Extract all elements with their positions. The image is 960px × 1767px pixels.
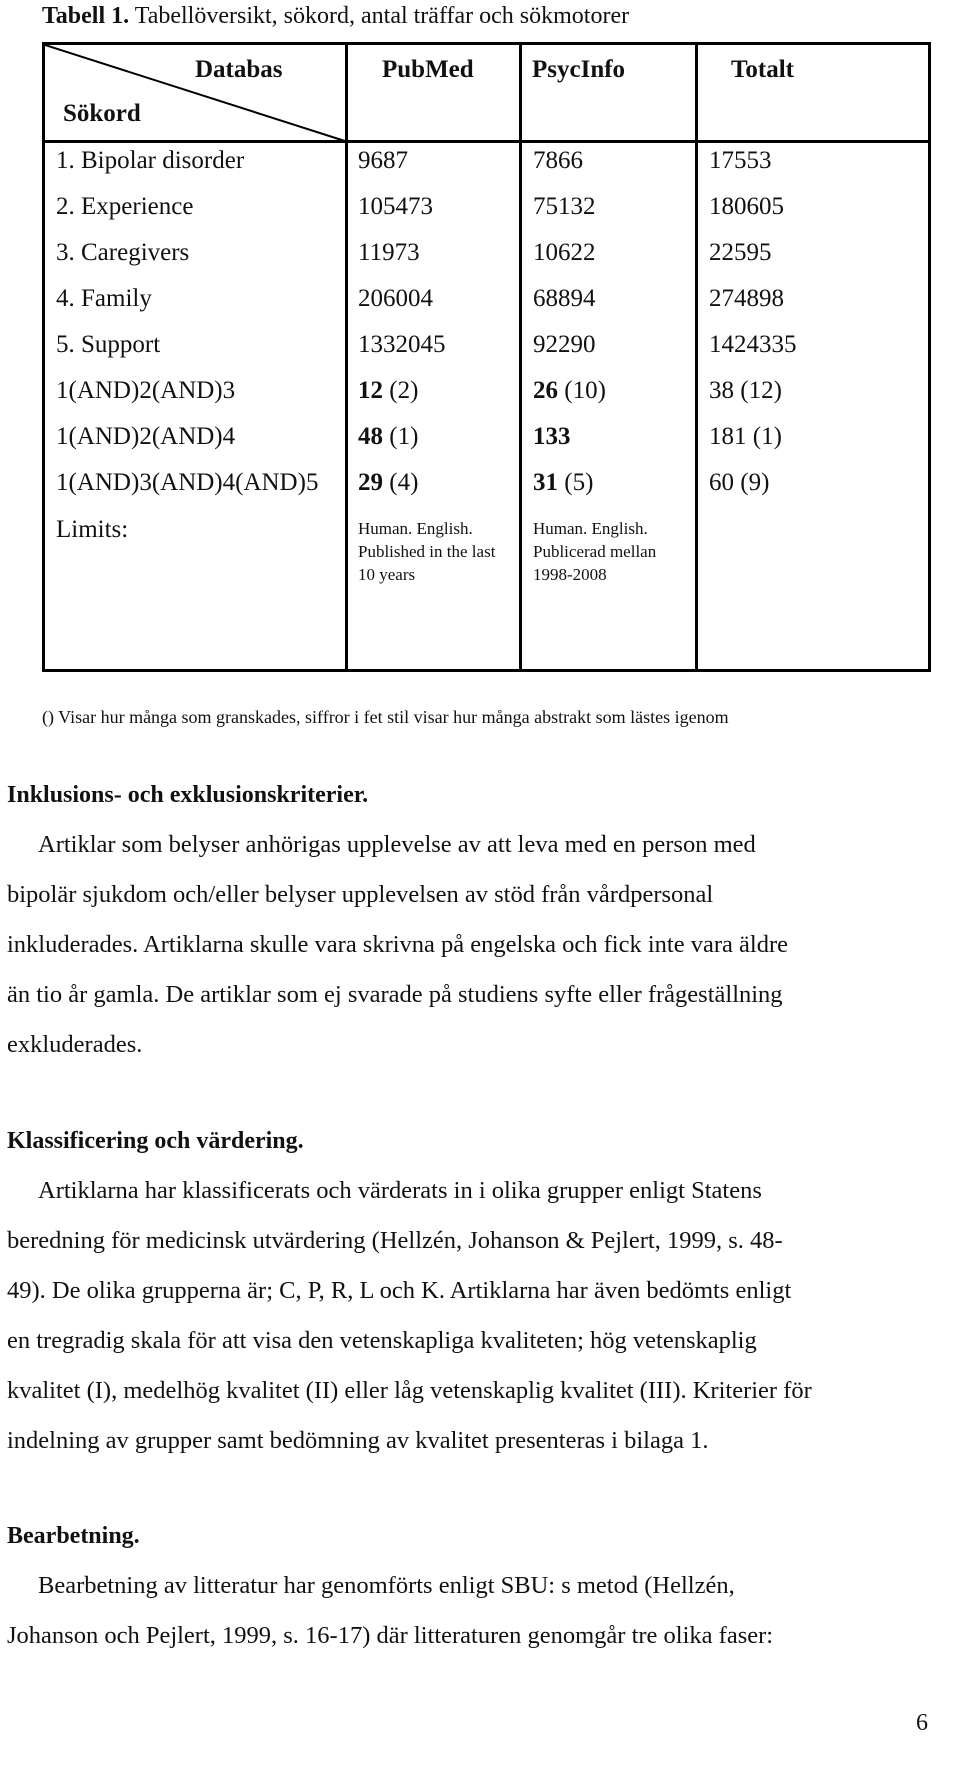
text-line: kvalitet (I), medelhög kvalitet (II) eller låg vetenskaplig kvalitet (III). Kriterier för xyxy=(7,1377,812,1404)
row-psycinfo: 75132 xyxy=(533,193,596,220)
row-pubmed xyxy=(358,422,418,452)
limits-psycinfo xyxy=(533,517,656,586)
row-total: 1424335 xyxy=(709,331,797,358)
limits-line: 1998-2008 xyxy=(533,565,607,584)
section-body-inklusion xyxy=(7,820,927,1070)
row-term: 2. Experience xyxy=(56,193,194,220)
corner-label-databas: Databas xyxy=(195,56,283,83)
header-divider xyxy=(45,140,928,143)
text-line: Bearbetning av litteratur har genomförts enligt SBU: s metod (Hellzén, xyxy=(38,1572,735,1599)
row-psycinfo: 92290 xyxy=(533,331,596,358)
text-line: Artiklarna har klassificerats och värderats in i olika grupper enligt Statens xyxy=(38,1177,762,1204)
row-total: 181 (1) xyxy=(709,423,782,450)
text-line: inkluderades. Artiklarna skulle vara skrivna på engelska och fick inte vara äldre xyxy=(7,931,788,958)
limits-line: Human. English. xyxy=(533,519,648,538)
limits-pubmed xyxy=(358,517,495,586)
search-table xyxy=(42,42,931,672)
row-pubmed: 11973 xyxy=(358,239,420,266)
row-total: 38 (12) xyxy=(709,377,782,404)
column-divider xyxy=(519,45,522,669)
section-heading-klassificering: Klassificering och värdering. xyxy=(7,1128,304,1154)
row-psycinfo xyxy=(533,468,593,498)
text-line: en tregradig skala för att visa den vetenskapliga kvaliteten; hög vetenskaplig xyxy=(7,1327,757,1354)
column-divider xyxy=(695,45,698,669)
row-term: 1. Bipolar disorder xyxy=(56,147,245,174)
caption-title: Tabellöversikt, sökord, antal träffar och sökmotorer xyxy=(134,3,630,29)
row-total: 274898 xyxy=(709,285,784,312)
section-heading-bearbetning: Bearbetning. xyxy=(7,1523,140,1549)
row-psycinfo: 68894 xyxy=(533,285,596,312)
abstracts-read-count: 48 xyxy=(358,423,383,450)
abstracts-read-count: 12 xyxy=(358,377,383,404)
row-pubmed: 1332045 xyxy=(358,331,446,358)
row-psycinfo xyxy=(533,376,606,406)
limits-line: Human. English. xyxy=(358,519,473,538)
text-line: beredning för medicinsk utvärdering (Hellzén, Johanson & Pejlert, 1999, s. 48- xyxy=(7,1227,783,1254)
limits-label: Limits: xyxy=(56,516,129,543)
section-heading-inklusion: Inklusions- och exklusionskriterier. xyxy=(7,782,369,808)
row-term: 1(AND)2(AND)4 xyxy=(56,423,236,450)
abstracts-read-count: 133 xyxy=(533,423,571,450)
row-psycinfo: 7866 xyxy=(533,147,583,174)
caption-label: Tabell 1. xyxy=(42,3,130,29)
reviewed-count: (5) xyxy=(558,469,594,496)
reviewed-count: (2) xyxy=(383,377,419,404)
text-line: Artiklar som belyser anhörigas upplevelse av att leva med en person med xyxy=(38,831,756,858)
abstracts-read-count: 26 xyxy=(533,377,558,404)
row-total: 17553 xyxy=(709,147,772,174)
row-total: 22595 xyxy=(709,239,772,266)
text-line: än tio år gamla. De artiklar som ej svarade på studiens syfte eller frågeställning xyxy=(7,981,783,1008)
section-body-klassificering xyxy=(7,1166,927,1466)
abstracts-read-count: 31 xyxy=(533,469,558,496)
limits-line: Published in the last xyxy=(358,542,496,561)
text-line: Johanson och Pejlert, 1999, s. 16-17) där litteraturen genomgår tre olika faser: xyxy=(7,1622,774,1649)
row-total: 180605 xyxy=(709,193,784,220)
row-pubmed: 105473 xyxy=(358,193,433,220)
section-body-bearbetning xyxy=(7,1561,927,1661)
row-pubmed xyxy=(358,376,418,406)
text-line: bipolär sjukdom och/eller belyser upplevelsen av stöd från vårdpersonal xyxy=(7,881,714,908)
text-line: 49). De olika grupperna är; C, P, R, L och K. Artiklarna har även bedömts enligt xyxy=(7,1277,792,1304)
text-line: indelning av grupper samt bedömning av kvalitet presenteras i bilaga 1. xyxy=(7,1427,709,1454)
table-caption xyxy=(42,0,629,32)
page-number: 6 xyxy=(916,1710,928,1736)
reviewed-count: (4) xyxy=(383,469,419,496)
row-psycinfo xyxy=(533,422,571,452)
row-psycinfo: 10622 xyxy=(533,239,596,266)
row-pubmed xyxy=(358,468,418,498)
row-term: 3. Caregivers xyxy=(56,239,190,266)
row-term: 5. Support xyxy=(56,331,161,358)
abstracts-read-count: 29 xyxy=(358,469,383,496)
reviewed-count: (10) xyxy=(558,377,606,404)
header-totalt: Totalt xyxy=(731,56,794,83)
reviewed-count: (1) xyxy=(383,423,419,450)
column-divider xyxy=(345,45,348,669)
row-term: 1(AND)3(AND)4(AND)5 xyxy=(56,469,319,496)
row-term: 1(AND)2(AND)3 xyxy=(56,377,236,404)
limits-line: 10 years xyxy=(358,565,416,584)
row-term: 4. Family xyxy=(56,285,152,312)
row-pubmed: 206004 xyxy=(358,285,433,312)
row-pubmed: 9687 xyxy=(358,147,408,174)
row-total: 60 (9) xyxy=(709,469,770,496)
limits-line: Publicerad mellan xyxy=(533,542,657,561)
header-psycinfo: PsycInfo xyxy=(532,56,626,83)
text-line: exkluderades. xyxy=(7,1031,143,1058)
corner-label-sokord: Sökord xyxy=(63,100,141,127)
header-pubmed: PubMed xyxy=(382,56,474,83)
table-note: () Visar hur många som granskades, siffror i fet stil visar hur många abstrakt som lästes igenom xyxy=(42,707,729,727)
